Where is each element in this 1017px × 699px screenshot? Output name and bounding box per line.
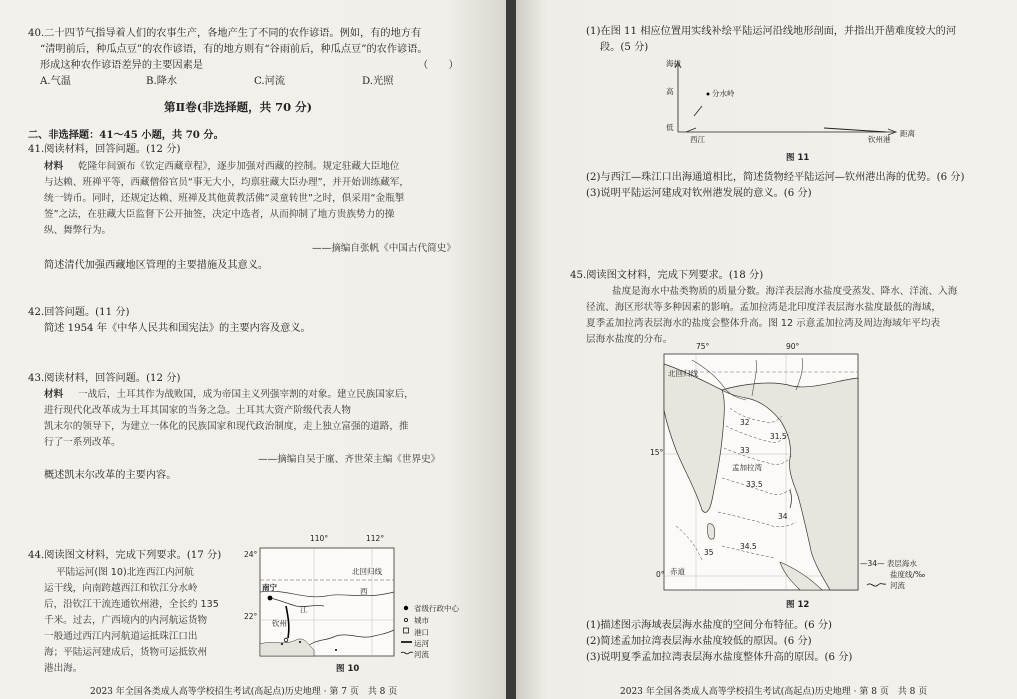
q45-material-line: 层海水盐度的分布。 xyxy=(586,334,673,345)
q45-material-line: 夏季孟加拉湾表层海水的盐度会整体升高。图 12 示意孟加拉湾及周边海域年平均表 xyxy=(586,318,941,329)
q45-2: (2)简述孟加拉湾表层海水盐度较低的原因。(6 分) xyxy=(586,636,812,647)
q45-material-line: 径流、海区形状等多种因素的影响。孟加拉湾是北印度洋表层海水盐度最低的海域， xyxy=(586,302,941,313)
fig10-lon-110: 110° xyxy=(310,534,329,543)
fig12-legend-isoline-unit: 盐度线/‰ xyxy=(890,570,926,579)
q41-question: 简述清代加强西藏地区管理的主要措施及其意义。 xyxy=(44,260,269,271)
q41-source: ——摘编自张帆《中国古代简史》 xyxy=(312,243,456,254)
q45-3: (3)说明夏季孟加拉湾表层海水盐度整体升高的原因。(6 分) xyxy=(586,652,853,663)
fig11-xijiang-label: 西江 xyxy=(690,135,705,144)
fig12-tropic-label: 北回归线 xyxy=(668,369,698,378)
q41-material-line: 统一铸币。同时，还规定达赖、班禅及其他黄教活佛“灵童转世”之时，俱采用“金瓶掣 xyxy=(44,193,405,204)
section-subtitle: 二、非选择题：41～45 小题，共 70 分。 xyxy=(28,129,224,141)
q44-material-line: 千米。过去，广西境内的内河航运货物 xyxy=(44,615,208,626)
q43-material-line: 行了一系列改革。 xyxy=(44,437,121,448)
q40-answer-paren: （ ） xyxy=(418,60,459,71)
section-title: 第Ⅱ卷(非选择题，共 70 分) xyxy=(164,100,313,114)
fig10-lon-112: 112° xyxy=(366,534,385,543)
fig12-bay-label: 孟加拉湾 xyxy=(732,463,762,472)
q44-2: (2)与西江—珠江口出海通道相比，简述货物经平陆运河—钦州港出海的优势。(6 分) xyxy=(586,172,965,183)
q41-material-label: 材料 xyxy=(44,161,64,172)
fig12-isoline-label: 33.5 xyxy=(746,480,763,489)
q43-question: 概述凯末尔改革的主要内容。 xyxy=(44,470,177,481)
q44-1-line1: (1)在图 11 相应位置用实线补绘平陆运河沿线地形剖面，并指出开凿难度较大的河 xyxy=(586,26,957,37)
figure-12-map xyxy=(662,350,862,596)
q44-heading: 44.阅读图文材料，完成下列要求。(17 分) xyxy=(28,550,222,561)
fig10-lat-22: 22° xyxy=(244,612,258,621)
fig11-high-label: 高 xyxy=(666,87,674,96)
fig10-legend-capital: 省级行政中心 xyxy=(414,604,459,613)
q40-option-c: C.河流 xyxy=(254,76,286,87)
fig10-caption: 图 10 xyxy=(336,664,360,674)
fig12-isoline-label: 34 xyxy=(778,512,788,521)
fig12-lon-75: 75° xyxy=(696,342,710,351)
fig12-legend-isoline: —34— 表层海水 xyxy=(860,559,917,568)
fig10-legend-river: 河流 xyxy=(414,650,429,659)
fig12-lat-15: 15° xyxy=(650,448,664,457)
q44-material-line: 港出海。 xyxy=(44,663,83,674)
q40-line1: 40.二十四节气指导着人们的农事生产，各地产生了不同的农作谚语。例如，有的地方有 xyxy=(28,28,422,39)
fig12-legend-river: 河流 xyxy=(890,581,905,590)
fig10-legend-port: 港口 xyxy=(414,628,429,637)
left-page-footer: 2023 年全国各类成人高等学校招生考试(高起点)历史地理 · 第 7 页 共 8 页 xyxy=(90,687,398,697)
q40-line3: 形成这种农作谚语差异的主要因素是 xyxy=(40,60,203,71)
q42-question: 简述 1954 年《中华人民共和国宪法》的主要内容及意义。 xyxy=(44,323,311,334)
fig10-tropic-label: 北回归线 xyxy=(352,567,382,576)
q43-material-line: 凯末尔的领导下，为建立一体化的民族国家和现代政治制度，走上独立富强的道路，推 xyxy=(44,421,409,432)
q44-1-line2: 段。(5 分) xyxy=(600,42,649,53)
fig10-qinzhou-label: 钦州 xyxy=(272,619,287,628)
fig12-equator-label: 赤道 xyxy=(670,567,685,576)
fig12-lat-0: 0° xyxy=(656,570,665,579)
q40-option-d: D.光照 xyxy=(362,76,394,87)
fig10-jiang-label: 江 xyxy=(300,605,308,614)
q40-line2: “清明前后，种瓜点豆”的农作谚语，有的地方则有“谷雨前后，种瓜点豆”的农作谚语。 xyxy=(40,44,428,55)
q41-material-line: 与达赖、班禅平等，西藏僧俗官员“事无大小，均禀驻藏大臣办理”，并开始训练藏军， xyxy=(44,177,409,188)
q43-material-line: 一战后，土耳其作为战败国，成为帝国主义列强宰割的对象。建立民族国家后， xyxy=(78,389,414,400)
river-legend-icon xyxy=(866,580,888,590)
fig11-y-label: 海拔 xyxy=(666,59,681,68)
fig10-xi-label: 西 xyxy=(360,587,368,596)
q44-material-line: 海；平陆运河建成后，货物可运抵钦州 xyxy=(44,647,208,658)
q43-material-label: 材料 xyxy=(44,389,64,400)
fig10-lat-24: 24° xyxy=(244,550,258,559)
fig11-qinzhou-label: 钦州港 xyxy=(868,135,891,144)
fig12-isoline-label: 31.5 xyxy=(770,432,787,441)
fig12-lon-90: 90° xyxy=(786,342,800,351)
q40-option-b: B.降水 xyxy=(146,76,178,87)
book-gutter xyxy=(506,0,516,699)
fig12-isoline-label: 34.5 xyxy=(740,542,757,551)
fig12-isoline-label: 32 xyxy=(740,418,750,427)
q41-material-line: 签”之法，在驻藏大臣监督下公开抽签，决定中选者，从而抑制了地方贵族势力的操 xyxy=(44,209,395,220)
fig10-legend-city: 城市 xyxy=(414,616,429,625)
fig11-caption: 图 11 xyxy=(786,153,810,163)
q41-material-line: 乾隆年间颁布《钦定西藏章程》，逐步加强对西藏的控制。规定驻藏大臣地位 xyxy=(78,161,400,172)
q44-material-line: 后，沿钦江干流连通钦州港，全长约 135 xyxy=(44,599,219,610)
q44-material-line: 平陆运河(图 10)北连西江内河航 xyxy=(56,567,194,578)
fig12-caption: 图 12 xyxy=(786,600,810,610)
fig11-distance-label: 距离 xyxy=(900,129,915,138)
fig12-isoline-label: 35 xyxy=(704,548,714,557)
q43-material-line: 进行现代化改革成为土耳其国家的当务之急。土耳其大资产阶级代表人物 xyxy=(44,405,351,416)
q43-source: ——摘编自吴于廑、齐世荣主编《世界史》 xyxy=(258,454,441,465)
q42-heading: 42.回答问题。(11 分) xyxy=(28,307,130,318)
fig11-watershed-label: 分水岭 xyxy=(712,89,735,98)
left-page xyxy=(0,0,506,699)
fig10-legend-canal: 运河 xyxy=(414,639,429,648)
right-page xyxy=(516,0,1017,699)
q40-option-a: A.气温 xyxy=(40,76,71,87)
fig12-isoline-label: 33 xyxy=(740,446,750,455)
q41-heading: 41.阅读材料，回答问题。(12 分) xyxy=(28,144,181,155)
q45-material-line: 盐度是海水中盐类物质的质量分数。海洋表层海水盐度受蒸发、降水、洋流、入海 xyxy=(612,286,958,297)
fig10-nanning-label: 南宁 xyxy=(262,583,277,592)
q45-1: (1)描述图示海域表层海水盐度的空间分布特征。(6 分) xyxy=(586,620,833,631)
q44-3: (3)说明平陆运河建成对钦州港发展的意义。(6 分) xyxy=(586,188,812,199)
q45-heading: 45.阅读图文材料，完成下列要求。(18 分) xyxy=(570,270,764,281)
q44-material-line: 一般通过西江内河航道运抵珠江口出 xyxy=(44,631,198,642)
right-page-footer: 2023 年全国各类成人高等学校招生考试(高起点)历史地理 · 第 8 页 共 8 页 xyxy=(620,687,928,697)
q41-material-line: 纵、舞弊行为。 xyxy=(44,225,112,236)
fig11-low-label: 低 xyxy=(666,123,674,132)
q43-heading: 43.阅读材料，回答问题。(12 分) xyxy=(28,373,181,384)
q44-material-line: 运干线，向南跨越西江和钦江分水岭 xyxy=(44,583,198,594)
